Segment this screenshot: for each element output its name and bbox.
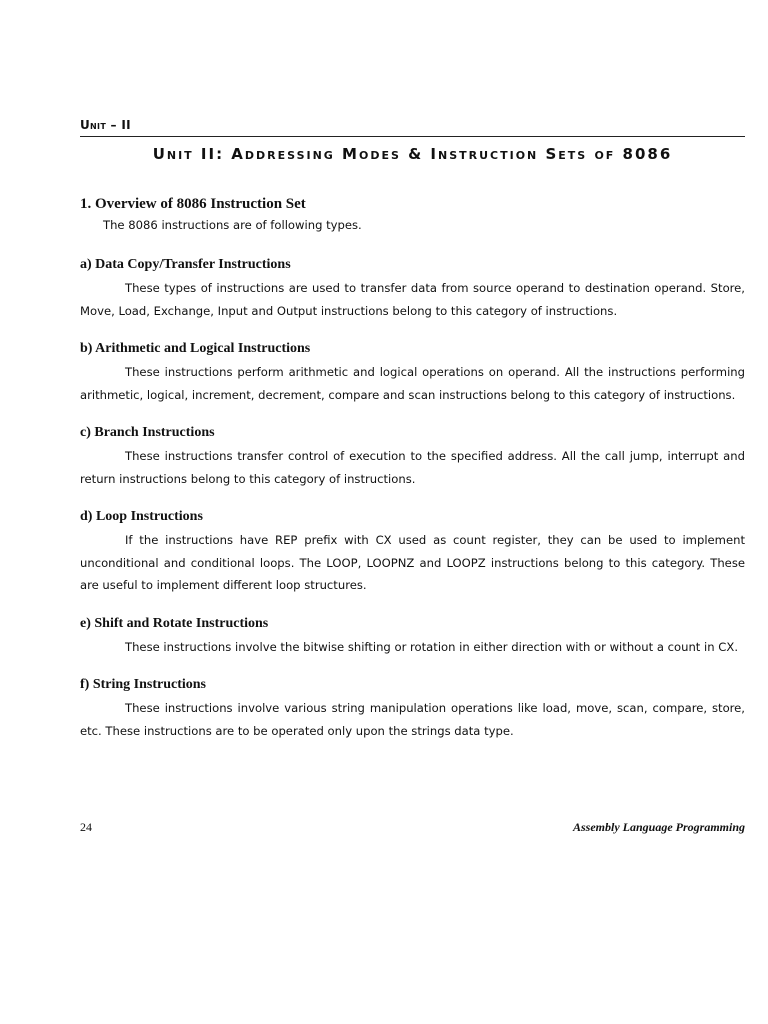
subsection-heading-branch: c) Branch Instructions xyxy=(80,425,215,440)
subsection-heading-data-copy: a) Data Copy/Transfer Instructions xyxy=(80,257,291,272)
subsection-text-data-copy: These types of instructions are used to transfer data from source operand to destination operand. Store, Move, Load, Exchange, Input and Output instructions belong to this category of instructions. xyxy=(80,281,745,318)
running-header: Unit – II xyxy=(80,118,131,132)
unit-title: Unit II: Addressing Modes & Instruction Sets of 8086 xyxy=(152,145,673,163)
header-divider xyxy=(80,136,745,137)
subsection-heading-string: f) String Instructions xyxy=(80,677,207,692)
section-intro: The 8086 instructions are of following types. xyxy=(103,218,362,232)
book-title: Assembly Language Programming xyxy=(572,820,745,834)
subsection-heading-shift-rotate: e) Shift and Rotate Instructions xyxy=(80,615,269,631)
page-footer xyxy=(80,820,745,834)
subsection-text-shift-rotate: These instructions involve the bitwise shifting or rotation in either direction with or without a count in CX. xyxy=(125,639,739,654)
page-number: 24 xyxy=(80,820,92,834)
subsection-text-arithmetic: These instructions perform arithmetic and logical operations on operand. All the instructions performing arithmetic, logical, increment, decrement, compare and scan instructions belong to this category of instructions. xyxy=(80,365,745,402)
content-body xyxy=(80,196,745,761)
subsection-heading-loop: d) Loop Instructions xyxy=(80,509,203,524)
subsection-text-branch: These instructions transfer control of execution to the specified address. All the call jump, interrupt and return instructions belong to this category of instructions. xyxy=(80,449,745,486)
section-heading: 1. Overview of 8086 Instruction Set xyxy=(80,196,306,212)
subsection-text-string: These instructions involve various string manipulation operations like load, move, scan, compare, store, etc. These instructions are to be operated only upon the strings data type. xyxy=(80,701,745,738)
subsection-heading-arithmetic: b) Arithmetic and Logical Instructions xyxy=(80,341,311,356)
subsection-text-loop: If the instructions have REP prefix with CX used as count register, they can be used to implement unconditional and conditional loops. The LOOP, LOOPNZ and LOOPZ instructions belong to this category. These are useful to implement different loop structures. xyxy=(80,533,745,592)
